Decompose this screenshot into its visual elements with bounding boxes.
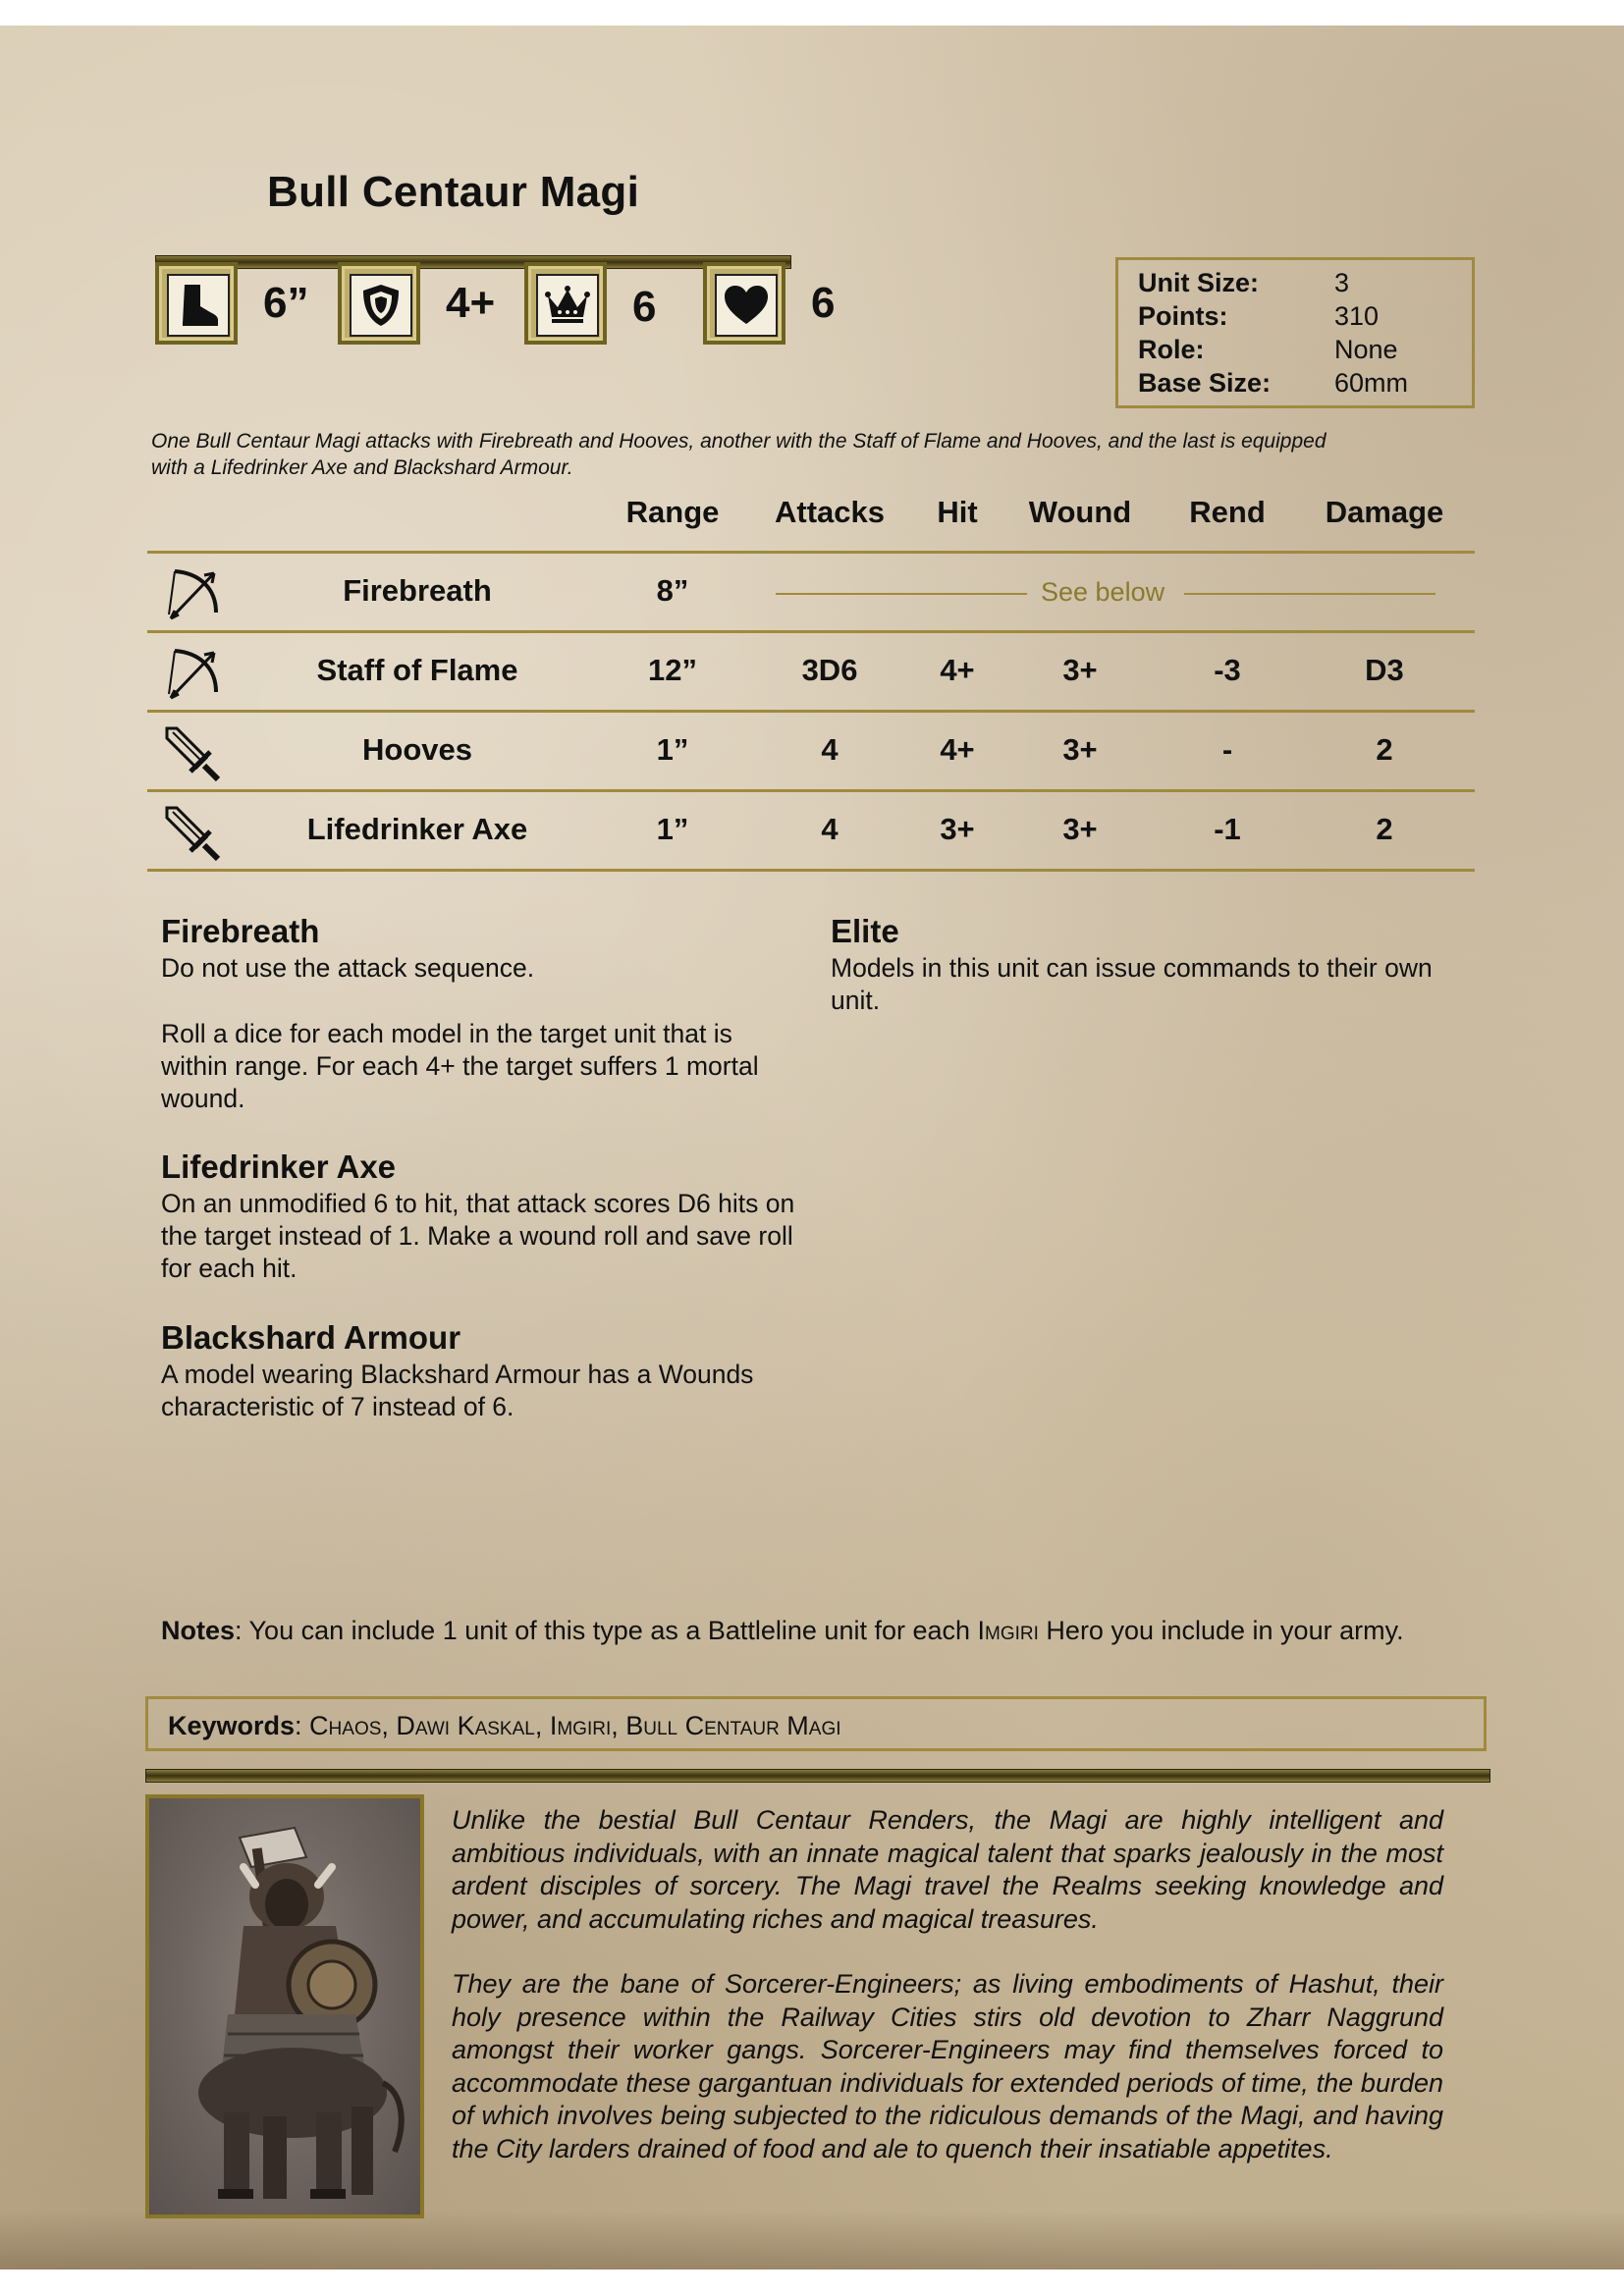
move-value: 6” bbox=[263, 279, 309, 327]
heart-icon bbox=[724, 285, 769, 326]
axe-rend: -1 bbox=[1214, 812, 1241, 846]
staff-attacks: 3D6 bbox=[801, 653, 858, 687]
warscroll-page bbox=[0, 26, 1624, 2269]
melee-weapon-icon bbox=[161, 722, 224, 790]
missile-weapon-icon bbox=[161, 563, 224, 631]
lore-paragraph-1: Unlike the bestial Bull Centaur Renders, the Magi are highly intelligent and ambitious individuals, with an innate magical talent that sparks jealously in the most ardent disciples of sorcery. The Magi travel the Realms seeking knowledge and power, and accumulating riches and magical treasures. bbox=[452, 1805, 1443, 1934]
notes-text-before: : You can include 1 unit of this type as a Battleline unit for each bbox=[235, 1616, 978, 1645]
ability-text-lifedrinker-axe: On an unmodified 6 to hit, that attack scores D6 hits on the target instead of 1. Make a wound roll and save roll for each hit. bbox=[161, 1189, 795, 1283]
see-below-text: See below bbox=[1041, 577, 1165, 607]
ability-text-blackshard-armour: A model wearing Blackshard Armour has a Wounds characteristic of 7 instead of 6. bbox=[161, 1360, 754, 1421]
lore-paragraph-2: They are the bane of Sorcerer-Engineers; as living embodiments of Hashut, their holy presence within the Railway Cities stirs old devotion to Zharr Naggrund amongst their worker gangs. Sorcerer-Engineers may find themselves forced to accommodate these gargantuan individuals for extended periods of time, the burden of which involves being subjected to the ridiculous demands of the Magi, and having the City larders drained of food and ale to quench their insatiable appetites. bbox=[452, 1969, 1443, 2163]
staff-range: 12” bbox=[648, 653, 697, 687]
points-label: Points: bbox=[1138, 301, 1228, 331]
boot-icon bbox=[177, 283, 220, 328]
table-rule bbox=[147, 789, 1475, 792]
notes bbox=[161, 1616, 1404, 1646]
table-rule bbox=[147, 551, 1475, 554]
bravery-value: 6 bbox=[632, 283, 657, 331]
ability-text-elite: Models in this unit can issue commands to their own unit. bbox=[831, 953, 1433, 1015]
wounds-value: 6 bbox=[811, 279, 836, 327]
bravery-stat-box bbox=[524, 262, 607, 345]
weapon-name-firebreath: Firebreath bbox=[343, 573, 492, 608]
title-underline bbox=[155, 255, 791, 269]
firebreath-range: 8” bbox=[656, 573, 689, 608]
ability-title-lifedrinker-axe: Lifedrinker Axe bbox=[161, 1148, 397, 1185]
table-rule bbox=[147, 630, 1475, 633]
table-rule bbox=[147, 710, 1475, 713]
base-size-label: Base Size: bbox=[1138, 368, 1272, 398]
page-title: Bull Centaur Magi bbox=[267, 168, 640, 216]
base-size-row bbox=[1138, 368, 1409, 399]
staff-hit: 4+ bbox=[940, 653, 975, 687]
axe-range: 1” bbox=[656, 812, 689, 846]
unit-size-row bbox=[1138, 268, 1350, 298]
unit-portrait bbox=[145, 1794, 424, 2218]
crown-icon bbox=[544, 286, 591, 325]
weapon-name-hooves: Hooves bbox=[362, 732, 472, 767]
staff-damage: D3 bbox=[1365, 653, 1404, 687]
staff-rend: -3 bbox=[1214, 653, 1241, 687]
points-row bbox=[1138, 301, 1380, 332]
ability-title-elite: Elite bbox=[831, 913, 899, 949]
unit-description: One Bull Centaur Magi attacks with Firebreath and Hooves, another with the Staff of Flame and Hooves, and the last is equipped with a Lifedrinker Axe and Blackshard Armour. bbox=[151, 430, 1326, 479]
unit-size-value: 3 bbox=[1334, 268, 1350, 297]
hooves-rend: - bbox=[1221, 732, 1233, 767]
header-attacks: Attacks bbox=[775, 495, 885, 529]
role-value: None bbox=[1334, 335, 1398, 364]
axe-attacks: 4 bbox=[821, 812, 839, 846]
hooves-attacks: 4 bbox=[821, 732, 839, 767]
notes-imgiri: Imgiri bbox=[977, 1616, 1039, 1645]
ability-text-firebreath-2: Roll a dice for each model in the target unit that is within range. For each 4+ the target suffers 1 mortal wound. bbox=[161, 1019, 759, 1113]
header-damage: Damage bbox=[1325, 495, 1444, 529]
keywords-label: Keywords bbox=[168, 1711, 296, 1740]
axe-damage: 2 bbox=[1376, 812, 1393, 846]
header-rend: Rend bbox=[1189, 495, 1266, 529]
hooves-range: 1” bbox=[656, 732, 689, 767]
header-wound: Wound bbox=[1028, 495, 1132, 529]
weapon-name-staff-of-flame: Staff of Flame bbox=[316, 653, 518, 687]
keywords-values: : Chaos, Dawi Kaskal, Imgiri, Bull Centaur Magi bbox=[295, 1711, 841, 1740]
missile-weapon-icon bbox=[161, 643, 224, 711]
save-value: 4+ bbox=[446, 279, 496, 327]
save-stat-box bbox=[338, 262, 420, 345]
role-row bbox=[1138, 335, 1398, 365]
axe-wound: 3+ bbox=[1062, 812, 1098, 846]
melee-weapon-icon bbox=[161, 802, 224, 870]
axe-hit: 3+ bbox=[940, 812, 975, 846]
unit-size-label: Unit Size: bbox=[1138, 268, 1260, 297]
unit-info-box bbox=[1115, 257, 1475, 408]
move-stat-box bbox=[155, 262, 238, 345]
ability-title-blackshard-armour: Blackshard Armour bbox=[161, 1319, 461, 1356]
weapon-name-lifedrinker-axe: Lifedrinker Axe bbox=[306, 812, 528, 846]
header-hit: Hit bbox=[937, 495, 978, 529]
base-size-value: 60mm bbox=[1334, 368, 1409, 398]
table-rule bbox=[147, 869, 1475, 872]
see-below-line-right bbox=[1184, 593, 1435, 595]
notes-text-after: Hero you include in your army. bbox=[1038, 1616, 1404, 1645]
bull-centaur-illustration bbox=[149, 1798, 420, 2215]
section-divider bbox=[145, 1769, 1490, 1783]
ability-title-firebreath: Firebreath bbox=[161, 913, 320, 949]
notes-label: Notes bbox=[161, 1616, 236, 1645]
page-texture bbox=[0, 2211, 1624, 2269]
staff-wound: 3+ bbox=[1062, 653, 1098, 687]
header-range: Range bbox=[625, 495, 720, 529]
points-value: 310 bbox=[1334, 301, 1380, 331]
keywords-box bbox=[145, 1696, 1487, 1751]
ability-text-firebreath-1: Do not use the attack sequence. bbox=[161, 953, 535, 983]
see-below-line-left bbox=[776, 593, 1027, 595]
hooves-damage: 2 bbox=[1376, 732, 1393, 767]
wounds-stat-box bbox=[703, 262, 785, 345]
role-label: Role: bbox=[1138, 335, 1205, 364]
lore-text bbox=[452, 1804, 1443, 2198]
hooves-hit: 4+ bbox=[940, 732, 975, 767]
shield-icon bbox=[359, 283, 403, 328]
hooves-wound: 3+ bbox=[1062, 732, 1098, 767]
